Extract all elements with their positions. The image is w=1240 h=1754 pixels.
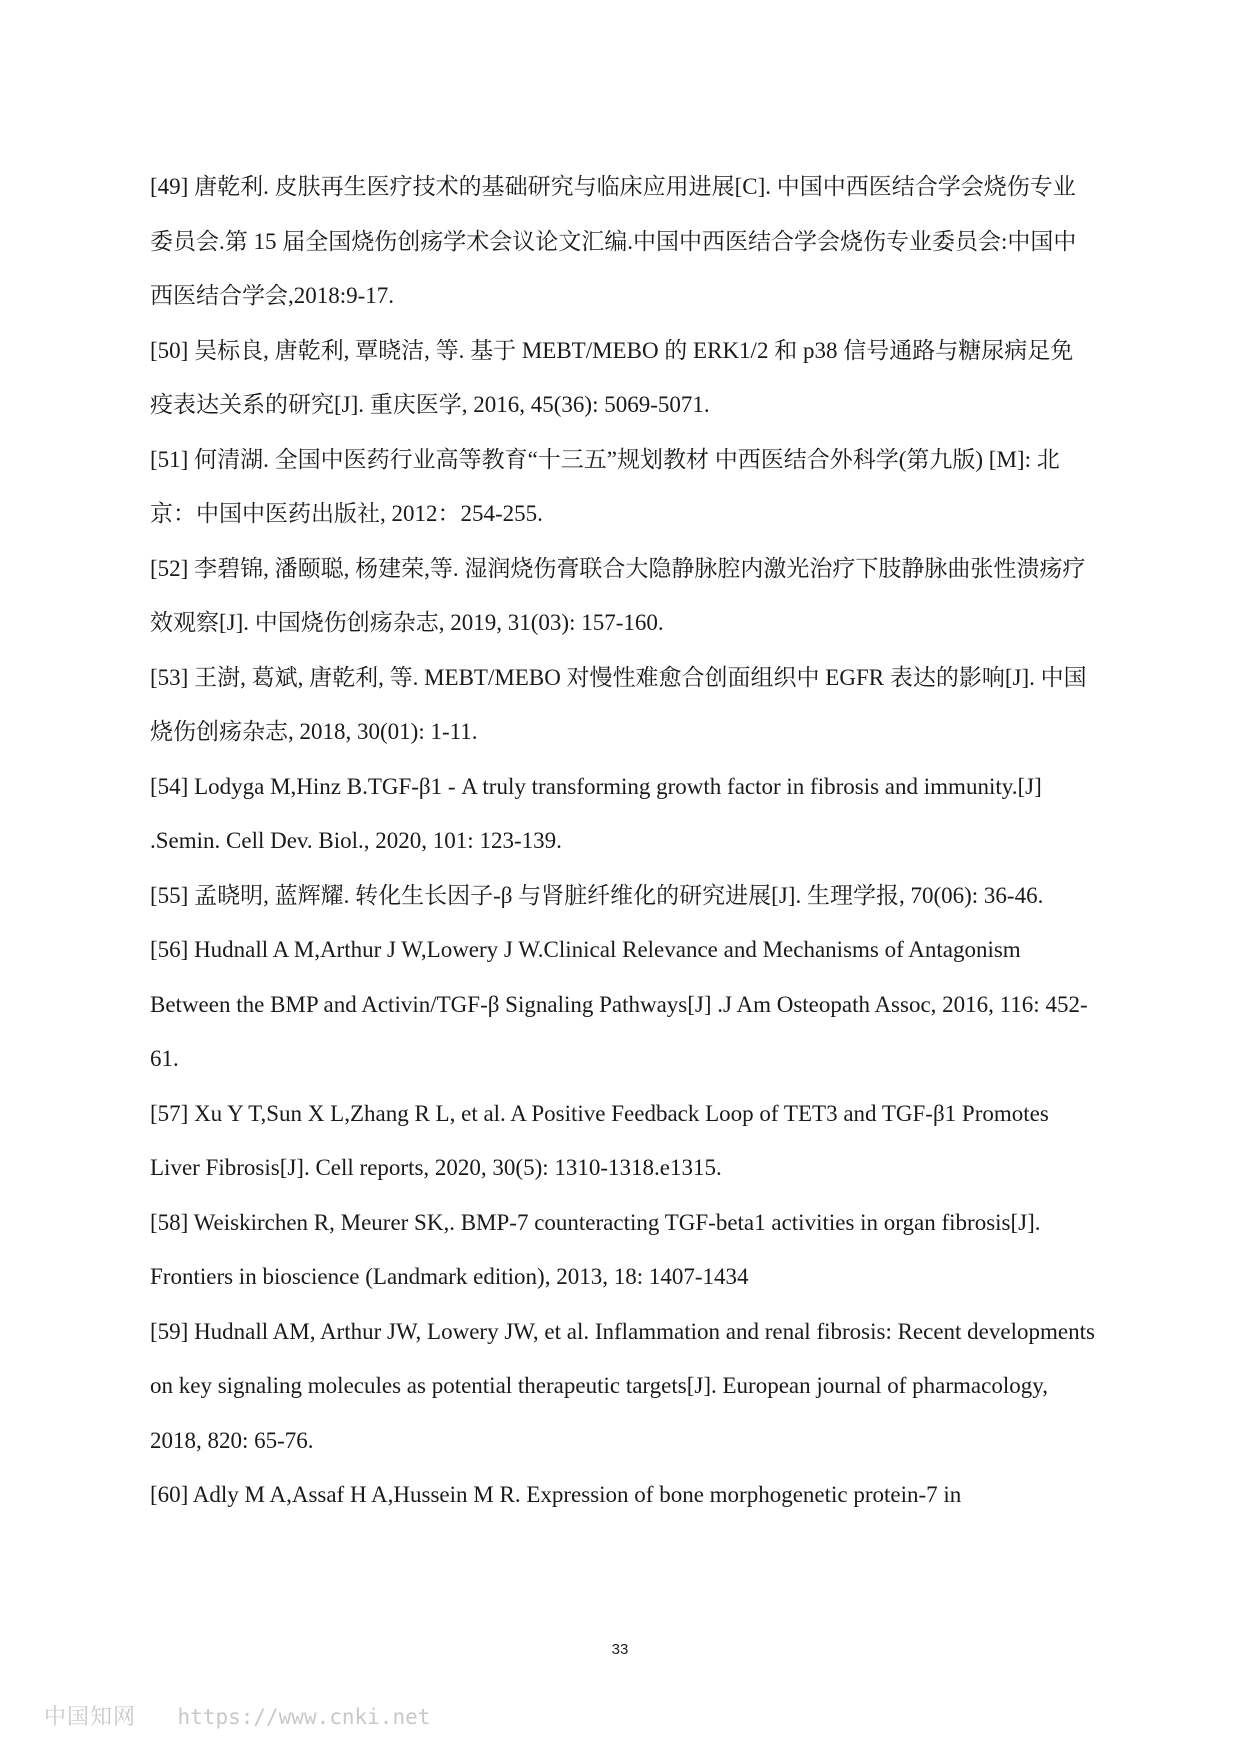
reference-entry-54: [54] Lodyga M,Hinz B.TGF-β1 - A truly transforming growth factor in fibrosis and immunity.[J] .Semin. Cell Dev. Biol., 2020, 101: 123-139. [150, 773, 1042, 853]
reference-list [150, 160, 1096, 1523]
watermark [44, 1700, 430, 1731]
reference-entry-51: [51] 何清湖. 全国中医药行业高等教育“十三五”规划教材 中西医结合外科学(第九版) [M]: 北京：中国中医药出版社, 2012：254-255. [150, 446, 1060, 526]
reference-entry-52: [52] 李碧锦, 潘颐聪, 杨建荣,等. 湿润烧伤膏联合大隐静脉腔内激光治疗下肢静脉曲张性溃疡疗效观察[J]. 中国烧伤创疡杂志, 2019, 31(03): 157-160. [150, 555, 1086, 635]
reference-entry-50: [50] 吴标良, 唐乾利, 覃晓洁, 等. 基于 MEBT/MEBO 的 ERK1/2 和 p38 信号通路与糖尿病足免疫表达关系的研究[J]. 重庆医学, 2016, 45(36): 5069-5071. [150, 337, 1074, 417]
reference-entry-58: [58] Weiskirchen R, Meurer SK,. BMP-7 counteracting TGF-beta1 activities in organ fibrosis[J]. Frontiers in bioscience (Landmark edition), 2013, 18: 1407-1434 [150, 1209, 1041, 1289]
reference-entry-55: [55] 孟晓明, 蓝辉耀. 转化生长因子-β 与肾脏纤维化的研究进展[J]. 生理学报, 70(06): 36-46. [150, 882, 1044, 908]
reference-entry-56: [56] Hudnall A M,Arthur J W,Lowery J W.Clinical Relevance and Mechanisms of Antagonism Between the BMP and Activin/TGF-β Signaling Pathways[J] .J Am Osteopath Assoc, 2016, 116: 452-61. [150, 937, 1088, 1071]
reference-entry-53: [53] 王澍, 葛斌, 唐乾利, 等. MEBT/MEBO 对慢性难愈合创面组织中 EGFR 表达的影响[J]. 中国烧伤创疡杂志, 2018, 30(01): 1-11. [150, 664, 1087, 744]
watermark-url: https://www.cnki.net [177, 1705, 431, 1729]
page-number: 33 [611, 1641, 629, 1658]
watermark-brand: 中国知网 [44, 1705, 137, 1730]
reference-entry-60: [60] Adly M A,Assaf H A,Hussein M R. Expression of bone morphogenetic protein-7 in [150, 1482, 962, 1507]
reference-entry-57: [57] Xu Y T,Sun X L,Zhang R L, et al. A Positive Feedback Loop of TET3 and TGF-β1 Promotes Liver Fibrosis[J]. Cell reports, 2020, 30(5): 1310-1318.e1315. [150, 1100, 1049, 1180]
reference-entry-49: [49] 唐乾利. 皮肤再生医疗技术的基础研究与临床应用进展[C]. 中国中西医结合学会烧伤专业委员会.第 15 届全国烧伤创疡学术会议论文汇编.中国中西医结合学会烧伤专业委员会:中国中西医结合学会,2018:9-17. [150, 174, 1077, 308]
reference-entry-59: [59] Hudnall AM, Arthur JW, Lowery JW, et al. Inflammation and renal fibrosis: Recent developments on key signaling molecules as potential therapeutic targets[J]. European journal of pharmacology, 2018, 820: 65-76. [150, 1318, 1095, 1453]
